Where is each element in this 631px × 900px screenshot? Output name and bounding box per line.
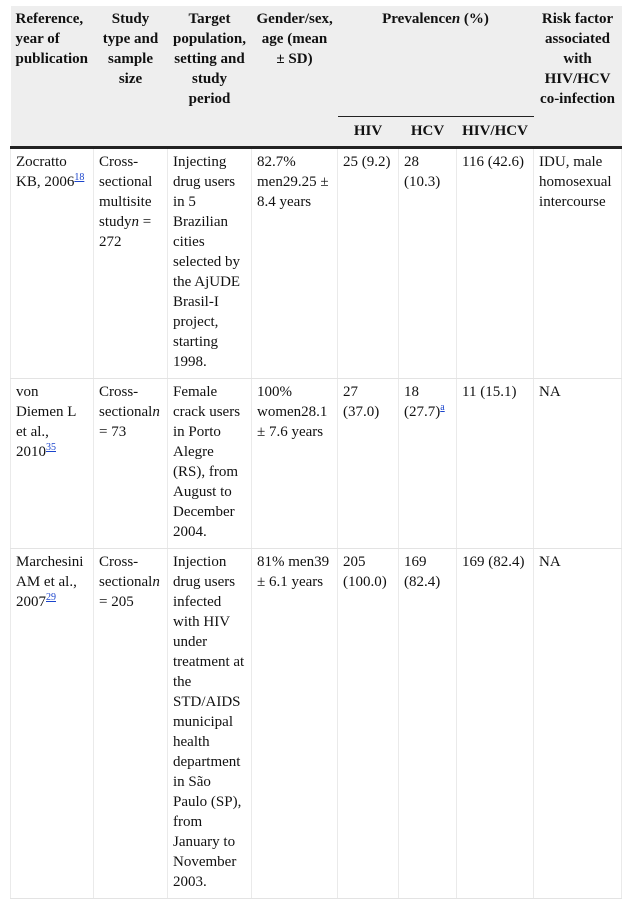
cell-risk-factor: NA [534, 378, 622, 548]
table-row [11, 147, 622, 378]
cell-gender-age: 81% men39 ± 6.1 years [252, 548, 338, 898]
header-prevalence [338, 6, 534, 116]
cell-hiv: 25 (9.2) [338, 147, 399, 378]
citation-link[interactable]: 29 [46, 591, 56, 603]
cell-target-population: Female crack users in Porto Alegre (RS), from August to December 2004. [168, 378, 252, 548]
header-reference: Reference, year of publication [11, 6, 94, 147]
cell-target-population: Injecting drug users in 5 Brazilian cities selected by the AjUDE Brasil-I project, starting 1998. [168, 147, 252, 378]
cell-risk-factor: IDU, male homosexual intercourse [534, 147, 622, 378]
hcv-value: 18 (27.7) [404, 383, 441, 420]
table-row [11, 378, 622, 548]
header-hiv-hcv: HIV/HCV [457, 116, 534, 147]
reference-text: Zocratto KB, 2006 [16, 153, 75, 190]
study-size: = 205 [99, 593, 134, 610]
header-target-population: Target population, setting and study period [168, 6, 252, 147]
study-type-text: Cross-sectional [99, 553, 153, 590]
cell-hcv [399, 378, 457, 548]
cell-study-type [94, 548, 168, 898]
reference-text: Marchesini AM et al., 2007 [16, 553, 84, 610]
citation-link[interactable]: 18 [74, 171, 85, 183]
cell-gender-age: 100% women28.1 ± 7.6 years [252, 378, 338, 548]
header-prevalence-n: n [451, 11, 461, 27]
table-header [11, 6, 622, 147]
hcv-value: 28 (10.3) [404, 153, 441, 190]
cell-reference [11, 548, 94, 898]
header-gender-age: Gender/sex, age (mean ± SD) [252, 6, 338, 147]
table-body [11, 147, 622, 898]
header-study-type: Study type and sample size [94, 6, 168, 147]
cell-hiv-hcv: 11 (15.1) [457, 378, 534, 548]
citation-link[interactable]: 35 [46, 441, 56, 453]
hcv-value: 169 (82.4) [404, 553, 441, 590]
header-prevalence-label: Prevalence [382, 11, 452, 27]
study-n: n [152, 403, 160, 420]
header-prevalence-unit: (%) [460, 11, 489, 27]
cell-gender-age: 82.7% men29.25 ± 8.4 years [252, 147, 338, 378]
header-risk-factor: Risk factor associated with HIV/HCV co-infection [534, 6, 622, 147]
study-size: = 73 [99, 423, 127, 440]
cell-hiv: 205 (100.0) [338, 548, 399, 898]
cell-study-type [94, 378, 168, 548]
cell-hiv-hcv: 116 (42.6) [457, 147, 534, 378]
cell-study-type [94, 147, 168, 378]
cell-reference [11, 147, 94, 378]
header-hiv: HIV [338, 116, 399, 147]
study-type-text: Cross-sectional multisite study [99, 153, 153, 230]
header-hcv: HCV [399, 116, 457, 147]
study-n: n [152, 573, 160, 590]
cell-hcv [399, 548, 457, 898]
study-n: n [131, 213, 140, 230]
table-row [11, 548, 622, 898]
cell-target-population: Injection drug users infected with HIV under treatment at the STD/AIDS municipal health department in São Paulo (SP), from January to November 2003. [168, 548, 252, 898]
cell-hiv: 27 (37.0) [338, 378, 399, 548]
study-size: = 272 [99, 213, 152, 250]
header-row [11, 6, 622, 116]
study-type-text: Cross-sectional [99, 383, 153, 420]
prevalence-table [10, 6, 622, 899]
cell-hiv-hcv: 169 (82.4) [457, 548, 534, 898]
reference-text: von Diemen L et al., 2010 [16, 383, 76, 460]
cell-reference [11, 378, 94, 548]
footnote-link[interactable]: a [440, 401, 445, 413]
cell-hcv [399, 147, 457, 378]
cell-risk-factor: NA [534, 548, 622, 898]
